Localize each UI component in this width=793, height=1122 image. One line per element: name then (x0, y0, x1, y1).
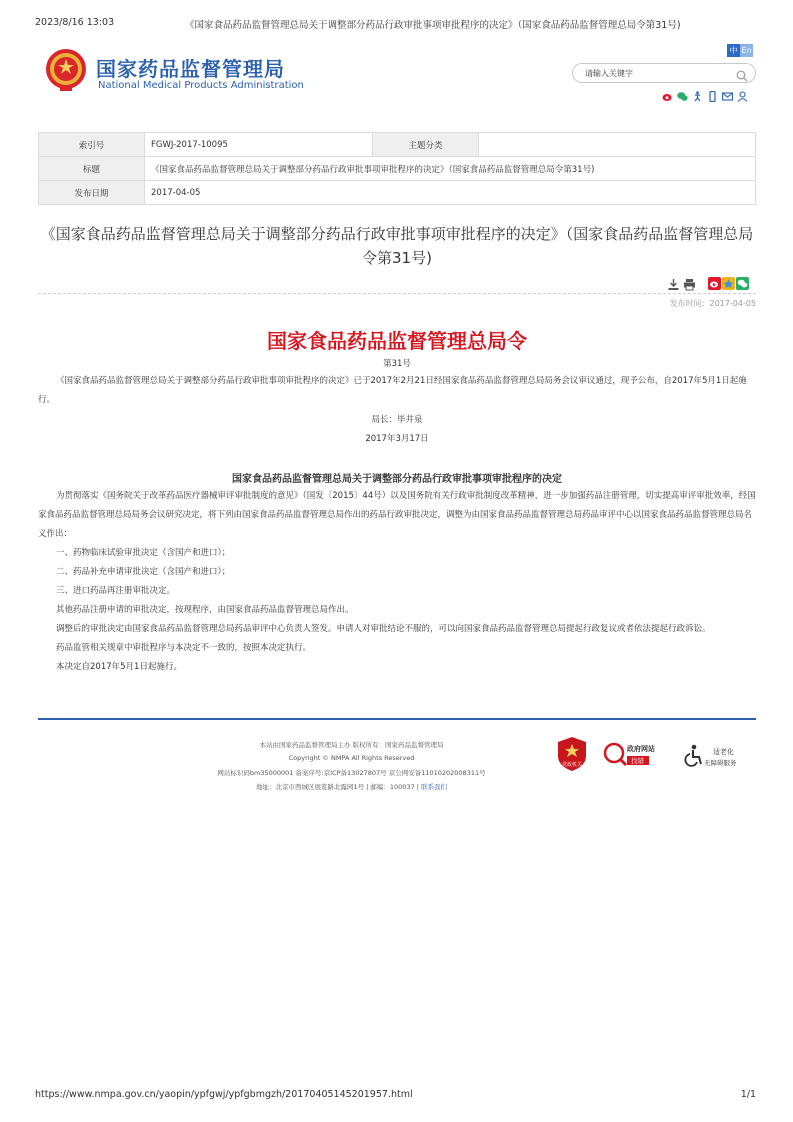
meta-table (38, 132, 756, 205)
site-name-cn[interactable]: 国家药品监督管理局 (96, 57, 285, 81)
meta-row-index (39, 133, 756, 157)
title-divider (38, 293, 756, 294)
paragraph: 二、药品补充申请审批决定（含国产和进口）； (56, 567, 231, 577)
search-box (572, 63, 756, 83)
search-icon[interactable] (736, 67, 748, 79)
title-label: 标题 (39, 157, 145, 181)
footer-line1: 本站由国家药品监督管理局主办 版权所有：国家药品监督管理局 (259, 741, 444, 749)
access-label: 适老化 (713, 748, 734, 756)
party-gov-badge-label: 党政机关 (561, 762, 583, 768)
download-icon[interactable] (667, 276, 680, 289)
decision-title: 国家食品药品监督管理总局关于调整部分药品行政审批事项审批程序的决定 (232, 474, 562, 485)
paragraph: 一、药物临床试验审批决定（含国产和进口）； (56, 548, 231, 558)
decision-body (38, 487, 756, 677)
share-weibo-icon[interactable] (708, 275, 721, 288)
footer-line3: 网站标识码bm35000001 备案序号:京ICP备13027807号 京公网安备11010202008311号 (217, 769, 486, 777)
category-label: 主题分类 (373, 133, 479, 157)
index-label: 索引号 (39, 133, 145, 157)
mail-icon[interactable] (722, 87, 733, 98)
page-url: https://www.nmpa.gov.cn/yaopin/ypfgwj/ypfgbmgzh/20170405145201957.html (35, 1089, 413, 1100)
paragraph: 为贯彻落实《国务院关于改革药品医疗器械审评审批制度的意见》（国发〔2015〕44号）以及国务院有关行政审批制度改革精神，进一步加强药品注册管理，切实提高审评审批效率，经国家食品药品监督管理总局局务会议研究决定，将下列由国家食品药品监督管理总局作出的药品行政审批决定，调整为由国家食品药品监督管理总局药品审评中心以国家食品药品监督管理总局名义作出： (38, 491, 756, 539)
paragraph: 调整后的审批决定由国家食品药品监督管理总局药品审评中心负责人签发。申请人对审批结论不服的，可以向国家食品药品监督管理总局提起行政复议或者依法提起行政诉讼。 (56, 624, 711, 634)
share-bar (38, 274, 756, 290)
order-intro: 《国家食品药品监督管理总局关于调整部分药品行政审批事项审批程序的决定》已于2017年2月21日经国家食品药品监督管理总局局务会议审议通过，现予公布，自2017年5月1日起施行。 (38, 376, 747, 405)
print-icon[interactable] (683, 276, 696, 289)
footer-line4-wrap (0, 782, 748, 791)
wechat-icon[interactable] (677, 87, 688, 98)
print-datetime: 2023/8/16 13:03 (35, 17, 115, 28)
article-title: 《国家食品药品监督管理总局关于调整部分药品行政审批事项审批程序的决定》（国家食品药品监督管理总局令第31号) (40, 225, 754, 267)
date-label: 发布日期 (39, 181, 145, 205)
order-heading: 国家食品药品监督管理总局令 (267, 329, 527, 353)
publish-time: 发布时间：2017-04-05 (669, 299, 756, 308)
gov-site-sub: 找错 (631, 757, 644, 765)
sign-date: 2017年3月17日 (365, 434, 429, 444)
site-name-en[interactable]: National Medical Products Administration (98, 80, 304, 91)
share-wechat-icon[interactable] (736, 275, 749, 288)
gov-site-label: 政府网站 (627, 745, 655, 753)
category-value (479, 133, 756, 157)
paragraph: 三、进口药品再注册审批决定。 (56, 586, 176, 596)
party-gov-badge[interactable] (556, 736, 588, 772)
contact-us-link[interactable]: 联系我们 (421, 783, 448, 791)
search-input[interactable] (585, 67, 735, 79)
share-qzone-icon[interactable] (722, 275, 735, 288)
header-tools (662, 87, 748, 99)
lang-zh-button[interactable]: 中 (727, 44, 740, 57)
paragraph: 药品监管相关规章中审批程序与本决定不一致的，按照本决定执行。 (56, 643, 312, 653)
gov-site-error-badge[interactable] (603, 740, 673, 770)
title-value: 《国家食品药品监督管理总局关于调整部分药品行政审批事项审批程序的决定》（国家食品药品监督管理总局令第31号) (145, 157, 756, 181)
accessibility-icon[interactable] (692, 87, 703, 98)
mobile-icon[interactable] (707, 87, 718, 98)
accessibility-badge[interactable] (682, 744, 752, 772)
footer-line2: Copyright © NMPA All Rights Reserved (288, 754, 415, 762)
print-footer (35, 1089, 756, 1103)
wheelchair-icon (682, 744, 704, 768)
paragraph: 其他药品注册申请的审批决定，按现程序，由国家食品药品监督管理总局作出。 (56, 605, 354, 615)
paragraph: 本决定自2017年5月1日起施行。 (56, 662, 182, 672)
meta-row-title (39, 157, 756, 181)
order-number: 第31号 (383, 359, 411, 369)
language-switch (727, 44, 753, 57)
meta-row-date (39, 181, 756, 205)
user-icon[interactable] (737, 87, 748, 98)
weibo-icon[interactable] (662, 87, 673, 98)
footer-divider (38, 718, 756, 720)
date-value: 2017-04-05 (145, 181, 756, 205)
footer-address: 地址：北京市西城区展览路北露园1号 | 邮编：100037 | (255, 783, 419, 791)
national-emblem-icon[interactable] (44, 47, 88, 93)
access-sub: 无障碍服务 (704, 759, 737, 767)
print-doc-title: 《国家食品药品监督管理总局关于调整部分药品行政审批事项审批程序的决定》（国家食品药品监督管理总局令第31号) (185, 20, 681, 31)
order-intro-block (38, 372, 756, 410)
page-number: 1/1 (740, 1089, 756, 1100)
signer: 局长：毕井泉 (371, 415, 423, 425)
lang-en-button[interactable]: En (741, 46, 752, 55)
index-value: FGWJ-2017-10095 (145, 133, 373, 157)
print-header (35, 17, 756, 31)
